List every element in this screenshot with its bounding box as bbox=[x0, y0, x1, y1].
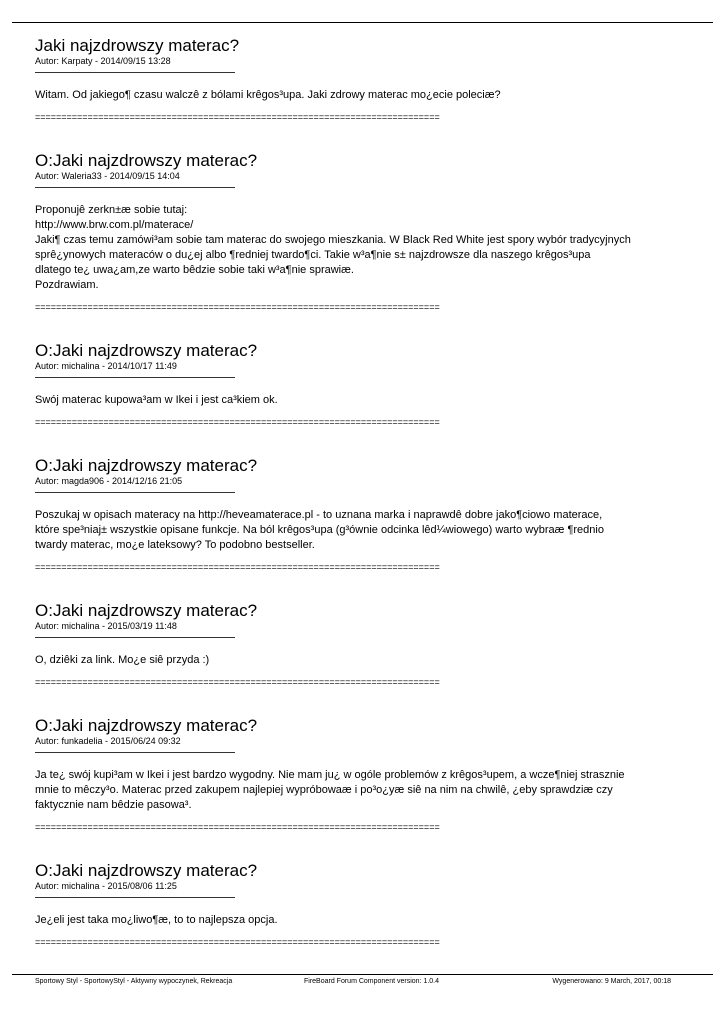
post-separator: ============================================================================= bbox=[35, 677, 440, 687]
post-separator: ============================================================================= bbox=[35, 302, 440, 312]
post-author-meta: Autor: michalina - 2014/10/17 11:49 bbox=[35, 361, 177, 371]
post-body bbox=[35, 508, 705, 553]
post-separator: ============================================================================= bbox=[35, 112, 440, 122]
post-body-line: mnie to mêczy³o. Materac przed zakupem najlepiej wypróbowaæ i po³o¿yæ siê na nim na chwilê, ¿eby sprawdziæ czy bbox=[35, 784, 613, 796]
post-author-meta: Autor: Waleria33 - 2014/09/15 14:04 bbox=[35, 171, 180, 181]
meta-divider bbox=[35, 752, 235, 753]
meta-divider bbox=[35, 897, 235, 898]
post-body bbox=[35, 88, 705, 103]
post-body bbox=[35, 393, 705, 408]
post-separator: ============================================================================= bbox=[35, 417, 440, 427]
post-body bbox=[35, 768, 705, 813]
post-list bbox=[35, 36, 705, 976]
post-author-meta: Autor: funkadelia - 2015/06/24 09:32 bbox=[35, 736, 181, 746]
post-author-meta: Autor: magda906 - 2014/12/16 21:05 bbox=[35, 476, 183, 486]
post-body-line: które spe³niaj± wszystkie opisane funkcje. Na ból krêgos³upa (g³ównie odcinka lêd¼wiowego) warto wybraæ ¶rednio bbox=[35, 524, 604, 536]
meta-divider bbox=[35, 377, 235, 378]
post-body-line: http://www.brw.com.pl/materace/ bbox=[35, 219, 194, 231]
post-body bbox=[35, 653, 705, 668]
forum-post bbox=[35, 151, 705, 312]
post-separator: ============================================================================= bbox=[35, 937, 440, 947]
top-rule bbox=[12, 22, 713, 23]
post-body-line: Proponujê zerkn±æ sobie tutaj: bbox=[35, 204, 188, 216]
footer-site: Sportowy Styl - SportowyStyl - Aktywny wypoczynek, Rekreacja bbox=[35, 978, 233, 985]
post-body-line: dlatego te¿ uwa¿am,ze warto bêdzie sobie taki w³a¶nie sprawiæ. bbox=[35, 264, 354, 276]
post-body-line: O, dziêki za link. Mo¿e siê przyda :) bbox=[35, 654, 210, 666]
meta-divider bbox=[35, 637, 235, 638]
post-body-line: Swój materac kupowa³am w Ikei i jest ca³kiem ok. bbox=[35, 394, 278, 406]
post-body bbox=[35, 203, 705, 293]
forum-post bbox=[35, 456, 705, 572]
post-title: O:Jaki najzdrowszy materac? bbox=[35, 861, 258, 880]
post-separator: ============================================================================= bbox=[35, 562, 440, 572]
footer-component: FireBoard Forum Component version: 1.0.4 bbox=[304, 978, 440, 985]
post-body-line: faktycznie nam bêdzie pasowa³. bbox=[35, 799, 192, 811]
post-body-line: Witam. Od jakiego¶ czasu walczê z bólami krêgos³upa. Jaki zdrowy materac mo¿ecie poleciæ? bbox=[35, 89, 501, 101]
meta-divider bbox=[35, 72, 235, 73]
footer-generated: Wygenerowano: 9 March, 2017, 00:18 bbox=[552, 978, 671, 985]
post-title: O:Jaki najzdrowszy materac? bbox=[35, 716, 258, 735]
forum-post bbox=[35, 341, 705, 427]
post-separator: ============================================================================= bbox=[35, 822, 440, 832]
post-body-line: Je¿eli jest taka mo¿liwo¶æ, to to najlepsza opcja. bbox=[35, 914, 278, 926]
meta-divider bbox=[35, 187, 235, 188]
post-author-meta: Autor: Karpaty - 2014/09/15 13:28 bbox=[35, 56, 171, 66]
post-body-line: twardy materac, mo¿e lateksowy? To podobno bestseller. bbox=[35, 539, 315, 551]
post-body-line: Pozdrawiam. bbox=[35, 279, 99, 291]
footer-rule bbox=[12, 974, 713, 975]
post-title: O:Jaki najzdrowszy materac? bbox=[35, 601, 258, 620]
forum-post bbox=[35, 861, 705, 947]
post-title: O:Jaki najzdrowszy materac? bbox=[35, 151, 258, 170]
post-body-line: Jaki¶ czas temu zamówi³am sobie tam materac do swojego mieszkania. W Black Red White jest spory wybór tradycyjnych bbox=[35, 234, 631, 246]
post-title: Jaki najzdrowszy materac? bbox=[35, 36, 240, 55]
post-body-line: Poszukaj w opisach materacy na http://heveamaterace.pl - to uznana marka i naprawdê dobre jako¶ciowo materace, bbox=[35, 509, 603, 521]
meta-divider bbox=[35, 492, 235, 493]
post-title: O:Jaki najzdrowszy materac? bbox=[35, 456, 258, 475]
post-author-meta: Autor: michalina - 2015/03/19 11:48 bbox=[35, 621, 177, 631]
post-body-line: Ja te¿ swój kupi³am w Ikei i jest bardzo wygodny. Nie mam ju¿ w ogóle problemów z krêgos³upem, a wcze¶niej strasznie bbox=[35, 769, 625, 781]
post-body bbox=[35, 913, 705, 928]
forum-post bbox=[35, 716, 705, 832]
forum-post bbox=[35, 36, 705, 122]
post-author-meta: Autor: michalina - 2015/08/06 11:25 bbox=[35, 881, 177, 891]
post-body-line: sprê¿ynowych materaców o du¿ej albo ¶redniej twardo¶ci. Takie w³a¶nie s± najzdrowsze dla naszego krêgos³upa bbox=[35, 249, 591, 261]
forum-post bbox=[35, 601, 705, 687]
post-title: O:Jaki najzdrowszy materac? bbox=[35, 341, 258, 360]
